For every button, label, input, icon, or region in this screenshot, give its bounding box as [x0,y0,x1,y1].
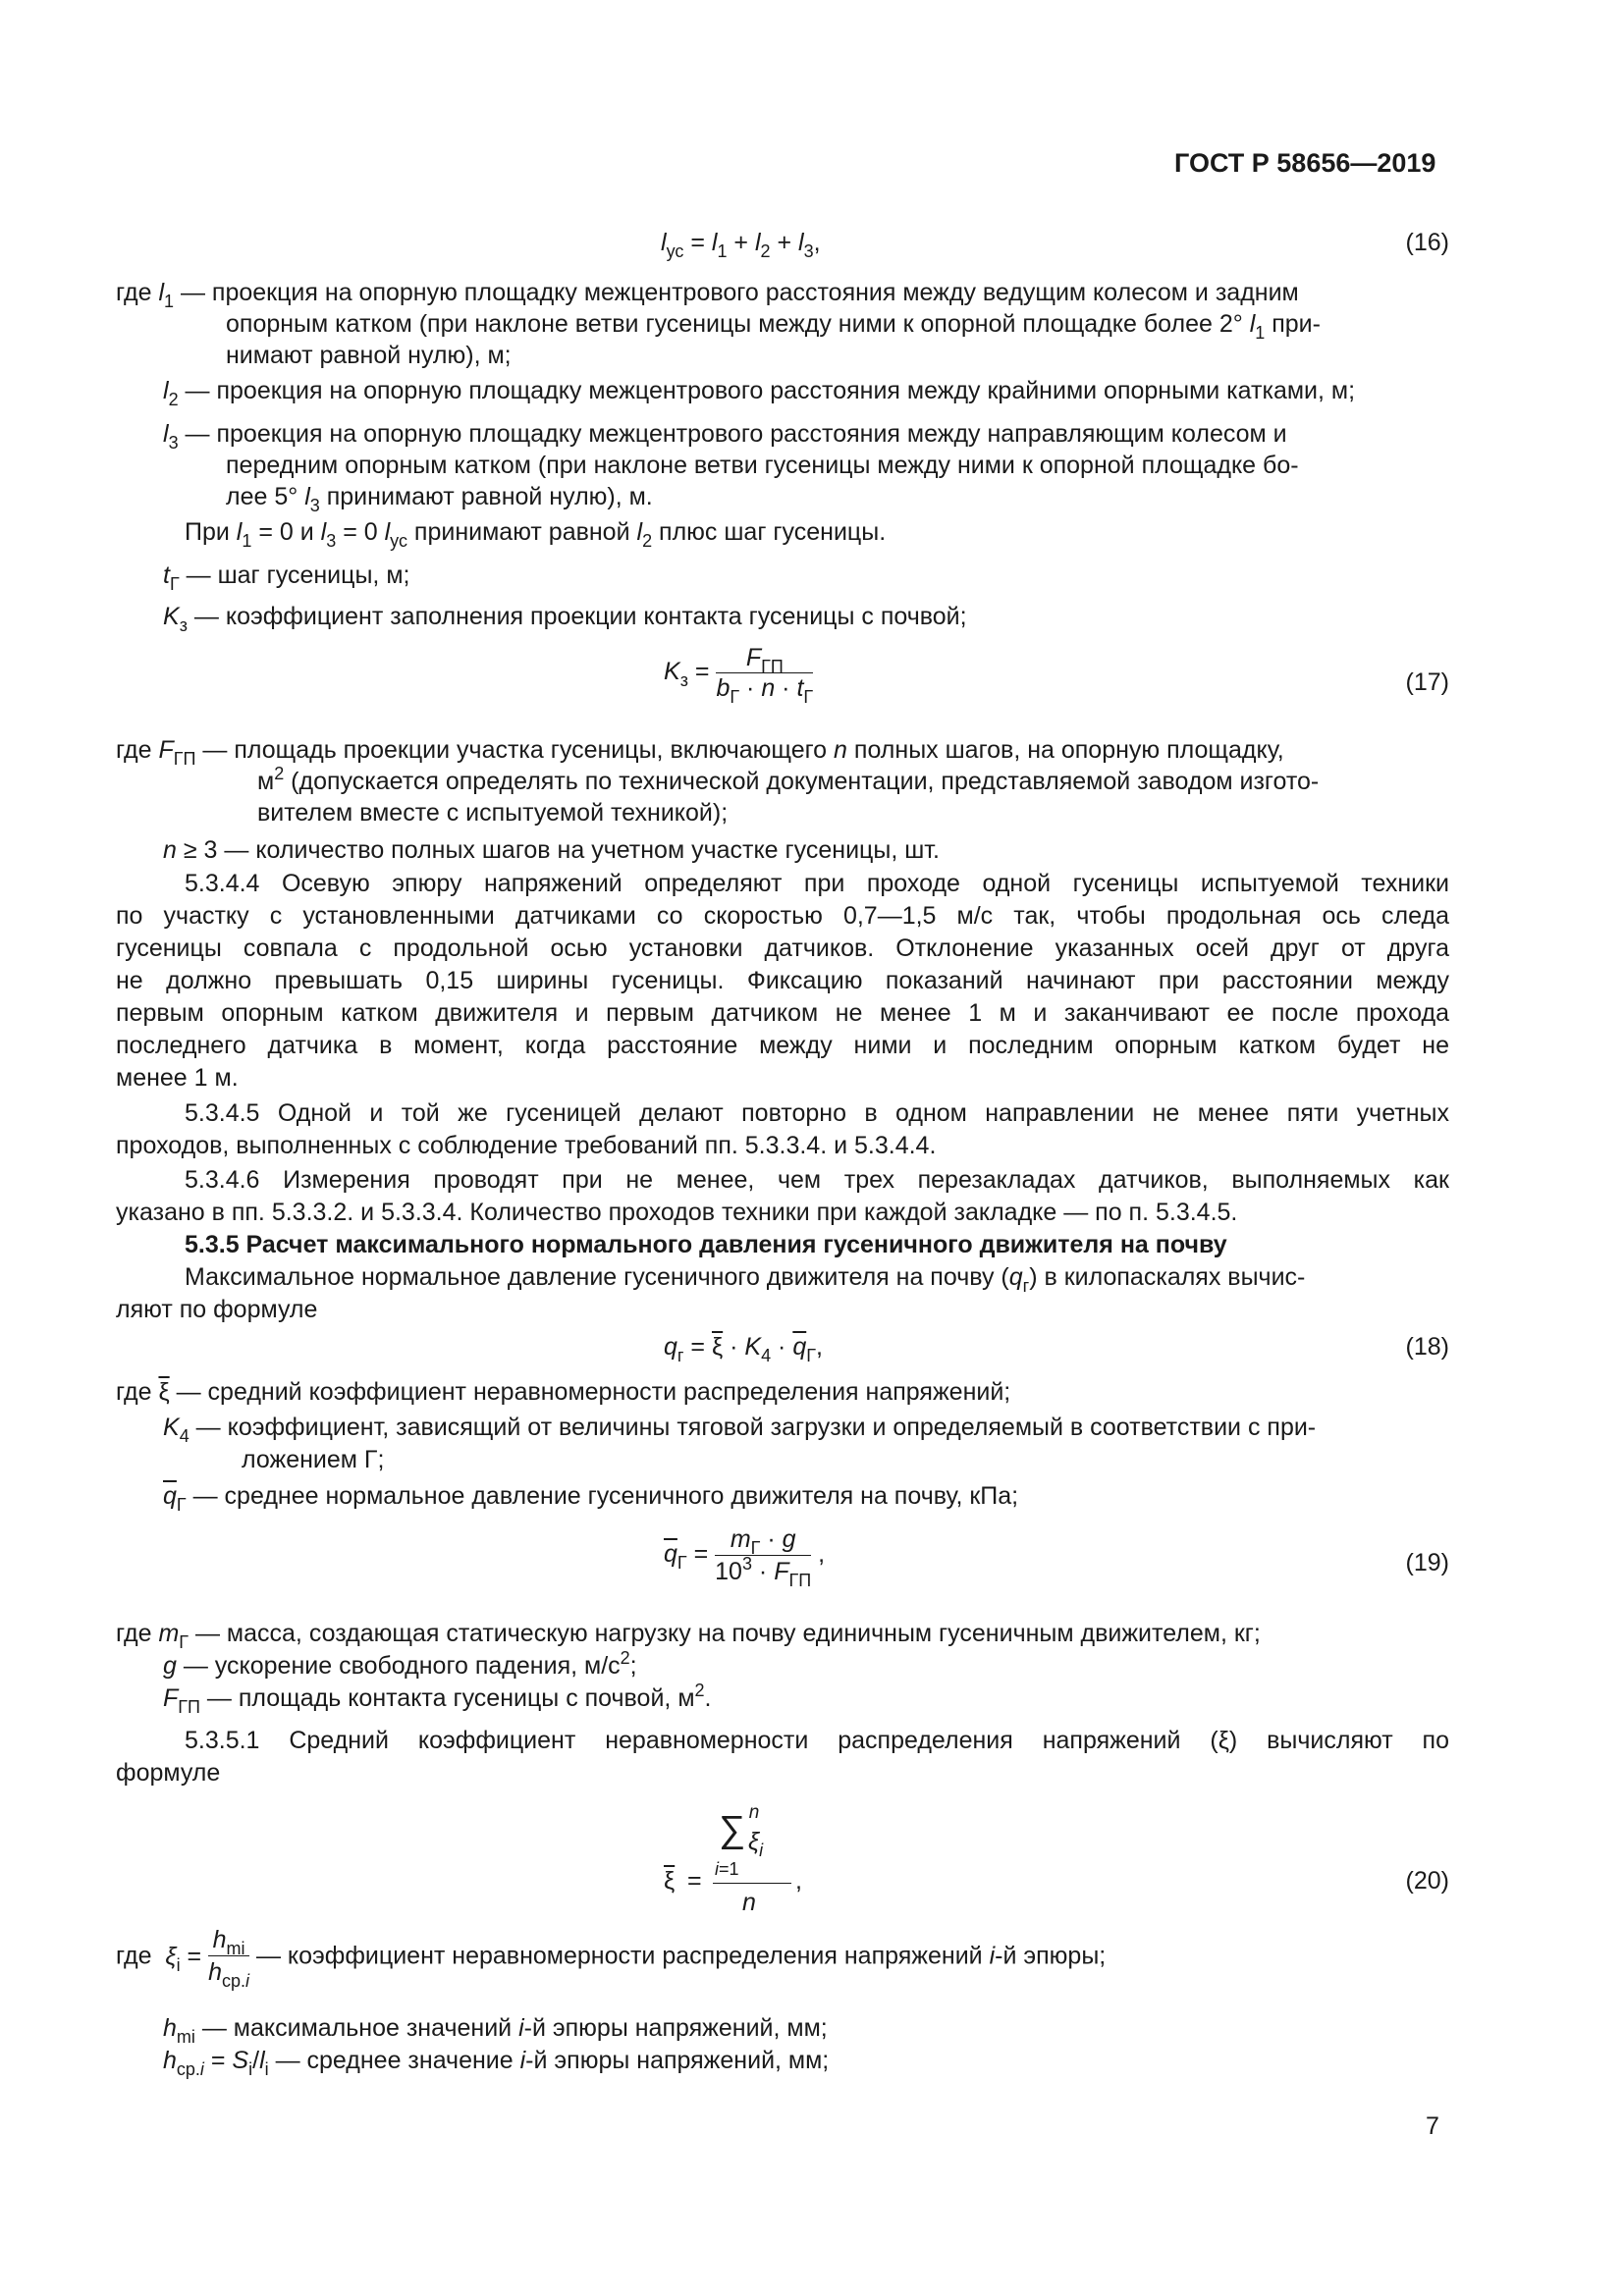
where-qg: $\overline{q}_Г$ — среднее нормальное давление гусеничного движителя на почву, кПа; [163,1482,1019,1515]
where-k3: $K_з$ — коэффициент заполнения проекции контакта гусеницы с почвой; [163,603,967,635]
p5346-l1: 5.3.4.6 Измерения проводят при не менее, чем трех перезакладах датчиков, выполняемых как [185,1166,1449,1194]
p535-b: ляют по формуле [116,1296,318,1323]
p5346-l2: указано в пп. 5.3.3.2. и 5.3.3.4. Количество проходов техники при каждой закладке — по п. 5.3.4.5. [116,1199,1238,1226]
p5344-l2: по участку с установленными датчиками со скоростью 0,7—1,5 м/с так, чтобы продольная ось следа [116,902,1449,930]
page-number: 7 [1426,2112,1439,2140]
p5344-l3: гусеницы совпала с продольной осью установки датчиков. Отклонение указанных осей друг от друга [116,934,1449,962]
where-hmi: $h_{mi}$ — максимальное значений i-й эпюры напряжений, мм; [163,2014,828,2047]
formula-16: $l_{ус} = l_1 + l_2 + l_3$, [661,229,821,261]
eq-number-17: (17) [1405,668,1449,696]
where-k4: $K_4$ — коэффициент, зависящий от величины тяговой загрузки и определяемый в соответствии с при- [163,1414,1317,1446]
p5344-l1: 5.3.4.4 Осевую эпюру напряжений определяют при проходе одной гусеницы испытуемой техники [185,870,1449,897]
where-l3: $l_3$ — проекция на опорную площадку межцентрового расстояния между направляющим колесом и [163,420,1287,453]
p535-a: Максимальное нормальное давление гусеничного движителя на почву $(q_г)$ в килопаскалях вычис- [185,1263,1306,1296]
fgp-desc-c: вителем вместе с испытуемой техникой); [257,799,729,827]
formula-18: $q_г = \overline{\xi} \cdot K_4 \cdot \overline{q}_Г$, [664,1333,823,1365]
where-fgp2: $F_{ГП}$ — площадь контакта гусеницы с почвой, $м^2$. [163,1681,712,1717]
section-heading-535: 5.3.5 Расчет максимального нормального давления гусеничного движителя на почву [185,1231,1227,1258]
formula-17: $K_з$ = $\frac{F_{ГП}}{b_Г \cdot n \cdot t_Г}$ [664,644,814,707]
where-n: n ≥ 3 — количество полных шагов на учетном участке гусеницы, шт. [163,836,940,864]
eq-number-18: (18) [1405,1333,1449,1361]
where-tg: $t_Г$ — шаг гусеницы, м; [163,561,410,594]
when-clause: При $l_1 = 0$ и $l_3 = 0$ $l_{ус}$ принимают равной $l_2$ плюс шаг гусеницы. [185,518,887,551]
l3-desc-b: передним опорным катком (при наклоне ветви гусеницы между ними к опорной площадке бо- [226,452,1299,479]
eq-number-19: (19) [1405,1549,1449,1576]
doc-code: ГОСТ Р 58656—2019 [1174,148,1436,178]
where-xii: где $\xi_i$ = $\frac{h_{mi}}{h_{ср.i}}$ — коэффициент неравномерности распределения напряжений i-й эпюры; [116,1926,1107,1991]
where-hcp: $h_{ср.i} = S_i/l_i$ — среднее значение i-й эпюры напряжений, мм; [163,2047,830,2079]
p5344-l7: менее 1 м. [116,1064,239,1092]
p5344-l6: последнего датчика в момент, когда расстояние между ними и последним опорным катком будет не [116,1032,1449,1059]
where-xi: где $\overline{\xi}$ — средний коэффициент неравномерности распределения напряжений; [116,1378,1011,1406]
where-g: g — ускорение свободного падения, $м/с^2$; [163,1648,637,1680]
p5345-l1: 5.3.4.5 Одной и той же гусеницей делают повторно в одном направлении не менее пяти учетных [185,1099,1449,1127]
l3-desc-c: лее 5° $l_3$ принимают равной нулю), м. [226,483,653,515]
l1-desc-c: нимают равной нулю), м; [226,342,512,369]
eq-number-16: (16) [1405,229,1449,256]
eq-number-20: (20) [1405,1867,1449,1895]
l1-desc-b: опорным катком (при наклоне ветви гусеницы между ними к опорной площадке более 2° $l_1$ при- [226,310,1321,343]
where-fgp: где $F_{ГП}$ — площадь проекции участка гусеницы, включающего n полных шагов, на опорную площадку, [116,736,1284,769]
p5344-l4: не должно превышать 0,15 ширины гусеницы. Фиксацию показаний начинают при расстоянии между [116,967,1449,994]
where-l2: $l_2$ — проекция на опорную площадку межцентрового расстояния между крайними опорными катками, м; [163,377,1356,409]
where-mg: где $m_Г$ — масса, создающая статическую нагрузку на почву единичным гусеничным движителем, кг; [116,1620,1261,1652]
p5351-a: 5.3.5.1 Средний коэффициент неравномерности распределения напряжений (ξ) вычисляют по [185,1727,1449,1754]
where-l1: где $l_1$ — проекция на опорную площадку межцентрового расстояния между ведущим колесом и задним [116,279,1299,311]
p5351-b: формуле [116,1759,221,1787]
p5345-l2: проходов, выполненных с соблюдение требований пп. 5.3.3.4. и 5.3.4.4. [116,1132,937,1159]
formula-19: $\overline{q}_Г$ = $\frac{m_Г \cdot g}{10^3 \cdot F_{ГП}}$ , [664,1525,826,1590]
p5344-l5: первым опорным катком движителя и первым датчиком не менее 1 м и заканчивают ее после прохода [116,999,1449,1027]
fgp-desc-b: $м^2$ (допускается определять по технической документации, представляемой заводом изгото- [257,764,1320,795]
k4-desc-b: ложением Г; [242,1446,385,1473]
